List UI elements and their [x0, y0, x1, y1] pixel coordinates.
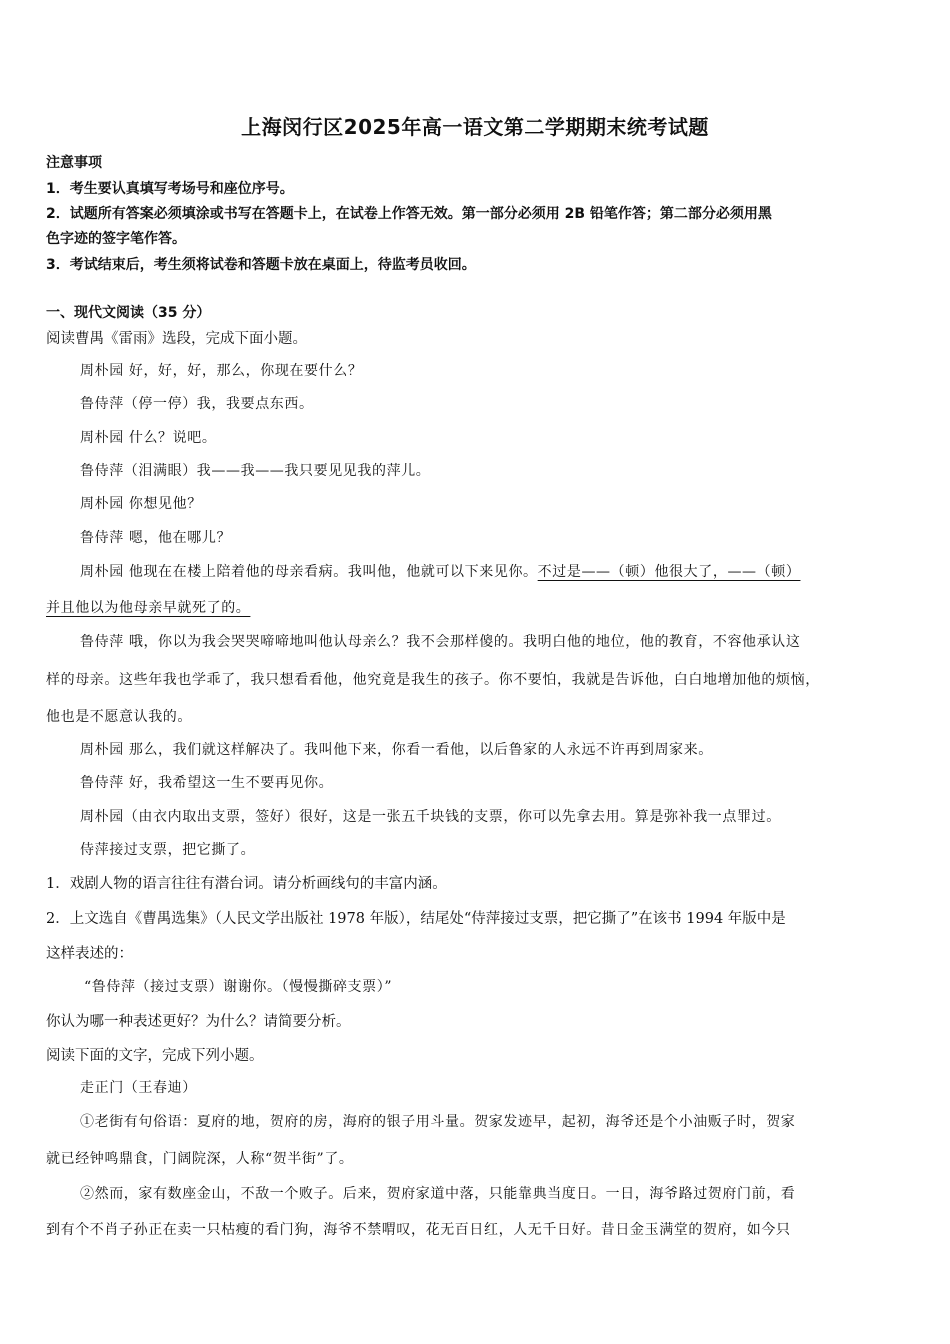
question-line: “鲁侍萍（接过支票）谢谢你。（慢慢撕碎支票）”: [84, 979, 393, 995]
notice-item: 3．考试结束后，考生须将试卷和答题卡放在桌面上，待监考员收回。: [46, 257, 476, 273]
notice-heading: 注意事项: [46, 155, 102, 171]
dialogue-text: 周朴园 他现在在楼上陪着他的母亲看病。我叫他，他就可以下来见你。: [80, 564, 538, 580]
dialogue-line: 鲁侍萍（停一停）我，我要点东西。: [80, 396, 314, 412]
story-paragraph-line: 就已经钟鸣鼎食，门阔院深，人称“贺半街”了。: [46, 1151, 354, 1167]
story-paragraph-line: 到有个不肖子孙正在卖一只枯瘦的看门狗，海爷不禁喟叹，花无百日红，人无千日好。昔日金玉满堂的贺府，如今只: [46, 1222, 791, 1238]
dialogue-paragraph-line: 他也是不愿意认我的。: [46, 709, 192, 725]
dialogue-line: 周朴园 什么？说吧。: [80, 430, 217, 446]
notice-item: 1．考生要认真填写考场号和座位序号。: [46, 181, 294, 197]
story-title: 走正门（王春迪）: [80, 1080, 197, 1096]
reading-intro: 阅读曹禺《雷雨》选段，完成下面小题。: [46, 331, 307, 347]
dialogue-line: 周朴园 那么，我们就这样解决了。我叫他下来，你看一看他，以后鲁家的人永远不许再到周家来。: [80, 742, 713, 758]
dialogue-line: 周朴园 你想见他？: [80, 496, 202, 512]
page-title: 上海闵行区2025年高一语文第二学期期末统考试题: [241, 115, 709, 139]
dialogue-line: [80, 561, 800, 581]
notice-item: 色字迹的签字笔作答。: [46, 231, 186, 247]
question-line: 2．上文选自《曹禺选集》（人民文学出版社 1978 年版），结尾处“侍萍接过支票，把它撕了”在该书 1994 年版中是: [46, 911, 786, 927]
dialogue-line: [46, 597, 250, 617]
story-paragraph-line: ①老街有句俗语：夏府的地，贺府的房，海府的银子用斗量。贺家发迹早，起初，海爷还是个小油贩子时，贺家: [80, 1114, 796, 1130]
dialogue-paragraph-line: 样的母亲。这些年我也学乖了，我只想看看他，他究竟是我生的孩子。你不要怕，我就是告诉他，白白地增加他的烦恼，: [46, 672, 820, 688]
question-line: 你认为哪一种表述更好？为什么？请简要分析。: [46, 1014, 351, 1030]
dialogue-line: 鲁侍萍（泪满眼）我——我——我只要见见我的萍儿。: [80, 463, 431, 479]
section-heading: 一、现代文阅读（35 分）: [46, 305, 211, 321]
dialogue-line: 鲁侍萍 好，我希望这一生不要再见你。: [80, 775, 334, 791]
question-line: 1．戏剧人物的语言往往有潜台词。请分析画线句的丰富内涵。: [46, 876, 447, 892]
question-line: 这样表述的：: [46, 946, 133, 962]
dialogue-line: 周朴园（由衣内取出支票，签好）很好，这是一张五千块钱的支票，你可以先拿去用。算是弥补我一点罪过。: [80, 809, 781, 825]
dialogue-line: 周朴园 好，好，好，那么，你现在要什么？: [80, 363, 363, 379]
underlined-sentence: 不过是——（顿）他很大了，——（顿）: [537, 564, 801, 580]
story-paragraph-line: ②然而，家有数座金山，不敌一个败子。后来，贺府家道中落，只能靠典当度日。一日，海爷路过贺府门前，看: [80, 1186, 796, 1202]
dialogue-line: 鲁侍萍 嗯，他在哪儿？: [80, 530, 232, 546]
underlined-sentence: 并且他以为他母亲早就死了的。: [46, 600, 251, 616]
notice-item: 2．试题所有答案必须填涂或书写在答题卡上，在试卷上作答无效。第一部分必须用 2B 铅笔作答；第二部分必须用黑: [46, 206, 772, 222]
reading-intro: 阅读下面的文字，完成下列小题。: [46, 1048, 264, 1064]
dialogue-line: 侍萍接过支票，把它撕了。: [80, 842, 256, 858]
dialogue-paragraph-line: 鲁侍萍 哦，你以为我会哭哭啼啼地叫他认母亲么？我不会那样傻的。我明白他的地位，他的教育，不容他承认这: [80, 634, 801, 650]
